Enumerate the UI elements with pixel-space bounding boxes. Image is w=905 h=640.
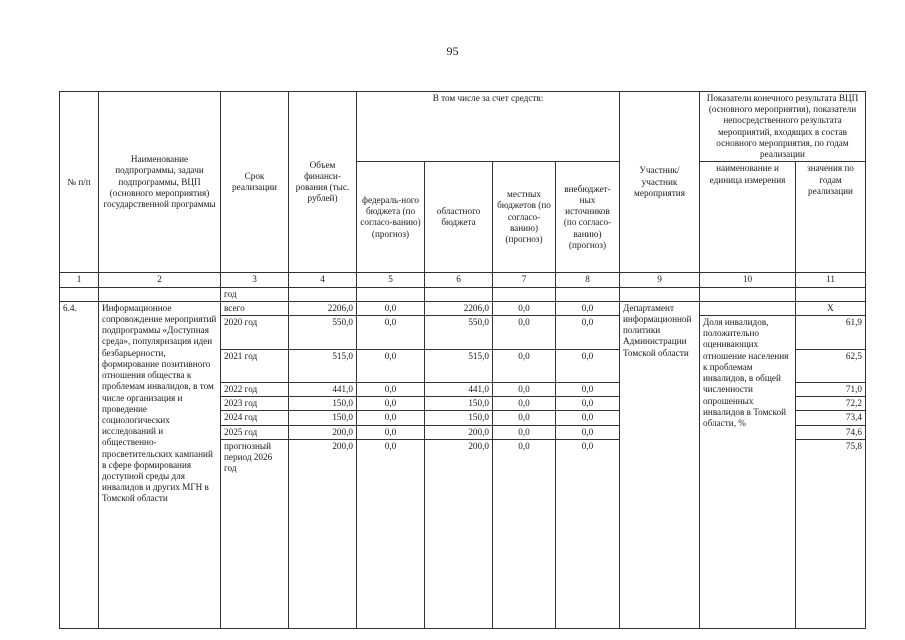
- regional-cell: 550,0: [425, 315, 493, 349]
- extra-cell: 0,0: [556, 315, 620, 349]
- colnum-3: 3: [221, 273, 289, 287]
- regional-cell: 150,0: [425, 411, 493, 425]
- value-cell: 62,5: [796, 349, 866, 382]
- table-row: [60, 301, 866, 315]
- value-cell: 75,8: [796, 439, 866, 453]
- indicator-total-mark: X: [796, 301, 866, 315]
- federal-cell: 0,0: [357, 425, 425, 439]
- header-total: Объем финанси-рования (тыс. рублей): [289, 92, 357, 273]
- header-indicator-value: значения по годам реализации: [796, 162, 866, 273]
- program-table: [59, 91, 866, 629]
- header-federal: федераль-ного бюджета (по согласо-ванию) (прогноз): [357, 162, 425, 273]
- local-cell: 0,0: [493, 301, 556, 315]
- federal-cell: 0,0: [357, 301, 425, 315]
- header-sources-group: В том числе за счет средств:: [357, 92, 620, 162]
- header-local: местных бюджетов (по согласо-ванию) (прогноз): [493, 162, 556, 273]
- federal-cell: 0,0: [357, 349, 425, 382]
- colnum-1: 1: [60, 273, 99, 287]
- extra-cell: 0,0: [556, 349, 620, 382]
- colnum-6: 6: [425, 273, 493, 287]
- period-cell: прогнозный период 2026 год: [221, 439, 289, 628]
- colnum-9: 9: [620, 273, 700, 287]
- value-cell: 71,0: [796, 382, 866, 396]
- extra-cell: 0,0: [556, 425, 620, 439]
- total-cell: 200,0: [289, 425, 357, 439]
- extra-cell: 0,0: [556, 382, 620, 396]
- header-extra: внебюджет-ных источников (по согласо-ванию) (прогноз): [556, 162, 620, 273]
- page-number: 95: [446, 44, 459, 58]
- period-cell: 2025 год: [221, 425, 289, 439]
- total-cell: 200,0: [289, 439, 357, 453]
- carry-period: год: [221, 287, 289, 301]
- colnum-10: 10: [700, 273, 796, 287]
- header-indicator-name: наименование и единица измерения: [700, 162, 796, 273]
- regional-cell: 2206,0: [425, 301, 493, 315]
- period-cell: 2020 год: [221, 315, 289, 349]
- extra-cell: 0,0: [556, 439, 620, 453]
- local-cell: 0,0: [493, 349, 556, 382]
- header-number: № п/п: [60, 92, 99, 273]
- colnum-11: 11: [796, 273, 866, 287]
- period-cell: 2021 год: [221, 349, 289, 382]
- extra-cell: 0,0: [556, 301, 620, 315]
- colnum-4: 4: [289, 273, 357, 287]
- entry-participant: Департамент информационной политики Администрации Томской области: [620, 301, 700, 628]
- total-cell: 515,0: [289, 349, 357, 382]
- period-cell: всего: [221, 301, 289, 315]
- value-cell: 73,4: [796, 411, 866, 425]
- local-cell: 0,0: [493, 315, 556, 349]
- local-cell: 0,0: [493, 411, 556, 425]
- local-cell: 0,0: [493, 382, 556, 396]
- colnum-7: 7: [493, 273, 556, 287]
- period-cell: 2023 год: [221, 397, 289, 411]
- federal-cell: 0,0: [357, 439, 425, 453]
- value-cell: 61,9: [796, 315, 866, 349]
- local-cell: 0,0: [493, 397, 556, 411]
- local-cell: 0,0: [493, 425, 556, 439]
- regional-cell: 200,0: [425, 439, 493, 453]
- extra-cell: 0,0: [556, 397, 620, 411]
- total-cell: 441,0: [289, 382, 357, 396]
- colnum-8: 8: [556, 273, 620, 287]
- entry-indicator-name: Доля инвалидов, положительно оценивающих отношение населения к проблемам инвалидов, в общей численности опрошенных инвалидов в Томской области, %: [700, 315, 796, 628]
- header-regional: областного бюджета: [425, 162, 493, 273]
- local-cell: 0,0: [493, 439, 556, 453]
- period-cell: 2022 год: [221, 382, 289, 396]
- header-participant: Участник/ участник мероприятия: [620, 92, 700, 273]
- colnum-5: 5: [357, 273, 425, 287]
- entry-name: Информационное сопровождение мероприятий подпрограммы «Доступная среда», популяризация идеи безбарьерности, формирование позитивного отношения общества к проблемам инвалидов, в том числе организация и проведение социологических исследований и общественно-просветительских кампаний в сфере формирования доступной среды для инвалидов и других МГН в Томской области: [99, 301, 221, 628]
- value-cell: 74,6: [796, 425, 866, 439]
- regional-cell: 441,0: [425, 382, 493, 396]
- federal-cell: 0,0: [357, 411, 425, 425]
- total-cell: 150,0: [289, 411, 357, 425]
- regional-cell: 200,0: [425, 425, 493, 439]
- period-cell: 2024 год: [221, 411, 289, 425]
- regional-cell: 150,0: [425, 397, 493, 411]
- regional-cell: 515,0: [425, 349, 493, 382]
- federal-cell: 0,0: [357, 397, 425, 411]
- total-cell: 550,0: [289, 315, 357, 349]
- colnum-2: 2: [99, 273, 221, 287]
- header-indicators-group: Показатели конечного результата ВЦП (основного мероприятия), показатели непосредственного результата мероприятий, входящих в состав основного мероприятия, по годам реализации: [700, 92, 866, 162]
- value-cell: 72,2: [796, 397, 866, 411]
- header-period: Срок реализации: [221, 92, 289, 273]
- header-name: Наименование подпрограммы, задачи подпрограммы, ВЦП (основного мероприятия) государственной программы: [99, 92, 221, 273]
- extra-cell: 0,0: [556, 411, 620, 425]
- total-cell: 2206,0: [289, 301, 357, 315]
- federal-cell: 0,0: [357, 382, 425, 396]
- entry-number: 6.4.: [60, 301, 99, 628]
- federal-cell: 0,0: [357, 315, 425, 349]
- total-cell: 150,0: [289, 397, 357, 411]
